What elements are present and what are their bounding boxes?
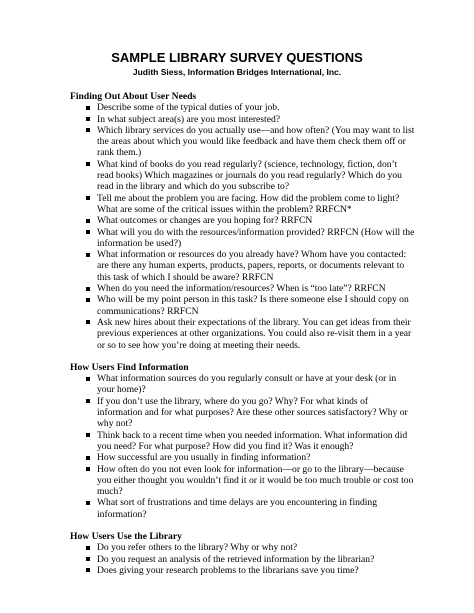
question-text: What outcomes or changes are you hoping for? RRFCN (97, 215, 313, 227)
list-item (70, 464, 415, 498)
square-bullet-icon (86, 557, 90, 561)
square-bullet-icon (86, 399, 90, 403)
question-text: Do you request an analysis of the retrieved information by the librarian? (97, 553, 375, 565)
square-bullet-icon (86, 377, 90, 381)
square-bullet-icon (86, 456, 90, 460)
square-bullet-icon (86, 230, 90, 234)
square-bullet-icon (86, 106, 90, 110)
square-bullet-icon (86, 568, 90, 572)
question-text: When do you need the information/resources? When is “too late”? RRFCN (97, 283, 386, 295)
section-heading: Finding Out About User Needs (70, 91, 197, 102)
square-bullet-icon (86, 320, 90, 324)
question-text: Describe some of the typical duties of your job. (97, 102, 280, 114)
question-text: How successful are you usually in finding information? (97, 452, 311, 464)
question-text: What information or resources do you already have? Whom have you contacted: are there any human experts, products, papers, reports, or documents relevant to this task of which I should be aware? RRFCN (97, 249, 407, 283)
question-text: What will you do with the resources/information provided? RRFCN (How will the information be used?) (97, 226, 415, 249)
list-item (70, 497, 415, 520)
square-bullet-icon (86, 298, 90, 302)
question-text: What information sources do you regularly consult or have at your desk (or in your home)? (97, 373, 397, 396)
question-text: Tell me about the problem you are facing. How did the problem come to light? What are some of the critical issues within the problem? RRFCN* (97, 192, 400, 215)
list-item (70, 430, 415, 453)
square-bullet-icon (86, 219, 90, 223)
list-item (70, 294, 415, 317)
question-text: What sort of frustrations and time delays are you encountering in finding information? (97, 497, 378, 520)
question-text: If you don’t use the library, where do you go? Why? For what kinds of information and for what purposes? Are these other sources satisfactory? Why or why not? (97, 395, 408, 430)
square-bullet-icon (86, 433, 90, 437)
list-item (70, 396, 415, 430)
list-item (70, 102, 415, 113)
question-text: In what subject area(s) are you most interested? (97, 113, 281, 125)
list-item (70, 227, 415, 250)
question-text: How often do you not even look for information—or go to the library—because you either thought you wouldn’t find it or it would be too much trouble or cost too much? (97, 463, 414, 498)
square-bullet-icon (86, 287, 90, 291)
section-heading: How Users Use the Library (70, 530, 182, 542)
list-item (70, 249, 415, 283)
list-item (70, 554, 415, 565)
question-text: Does giving your research problems to the librarians save you time? (97, 564, 359, 576)
list-item (70, 317, 415, 351)
square-bullet-icon (86, 162, 90, 166)
square-bullet-icon (86, 501, 90, 505)
question-text: Think back to a recent time when you needed information. What information did you need? For what purpose? How did you find it? Was it enough? (97, 429, 408, 452)
question-text: Who will be my point person in this task? Is there someone else I should copy on communications? RRFCN (97, 294, 409, 317)
question-text: Do you refer others to the library? Why or why not? (97, 542, 298, 554)
document-title: SAMPLE LIBRARY SURVEY QUESTIONS (111, 50, 363, 65)
list-item (70, 114, 415, 125)
square-bullet-icon (86, 253, 90, 257)
section-find-information (70, 362, 415, 520)
section-user-needs (70, 91, 415, 351)
list-item (70, 452, 415, 463)
list-item (70, 283, 415, 294)
square-bullet-icon (86, 128, 90, 132)
question-list (70, 542, 415, 576)
list-item (70, 373, 415, 396)
question-text: What kind of books do you read regularly? (science, technology, fiction, don’t read books) Which magazines or journals do you read regularly? Which do you read in the library and which do you subscribe to? (97, 158, 402, 193)
square-bullet-icon (86, 467, 90, 471)
section-heading: How Users Find Information (70, 361, 189, 373)
question-list (70, 102, 415, 351)
section-use-library (70, 531, 415, 576)
square-bullet-icon (86, 196, 90, 200)
square-bullet-icon (86, 546, 90, 550)
list-item (70, 125, 415, 159)
question-list (70, 373, 415, 520)
list-item (70, 565, 415, 576)
list-item (70, 542, 415, 553)
list-item (70, 193, 415, 216)
question-text: Which library services do you actually use—and how often? (You may want to list the areas about which you would like feedback and have them check them off or rank them.) (97, 124, 415, 159)
question-text: Ask new hires about their expectations of the library. You can get ideas from their previous experiences at other organizations. You could also re-visit them in a year or so to see how you’re doing at meeting their needs. (97, 316, 412, 351)
list-item (70, 215, 415, 226)
document-subtitle: Judith Siess, Information Bridges International, Inc. (132, 67, 342, 77)
list-item (70, 159, 415, 193)
square-bullet-icon (86, 117, 90, 121)
